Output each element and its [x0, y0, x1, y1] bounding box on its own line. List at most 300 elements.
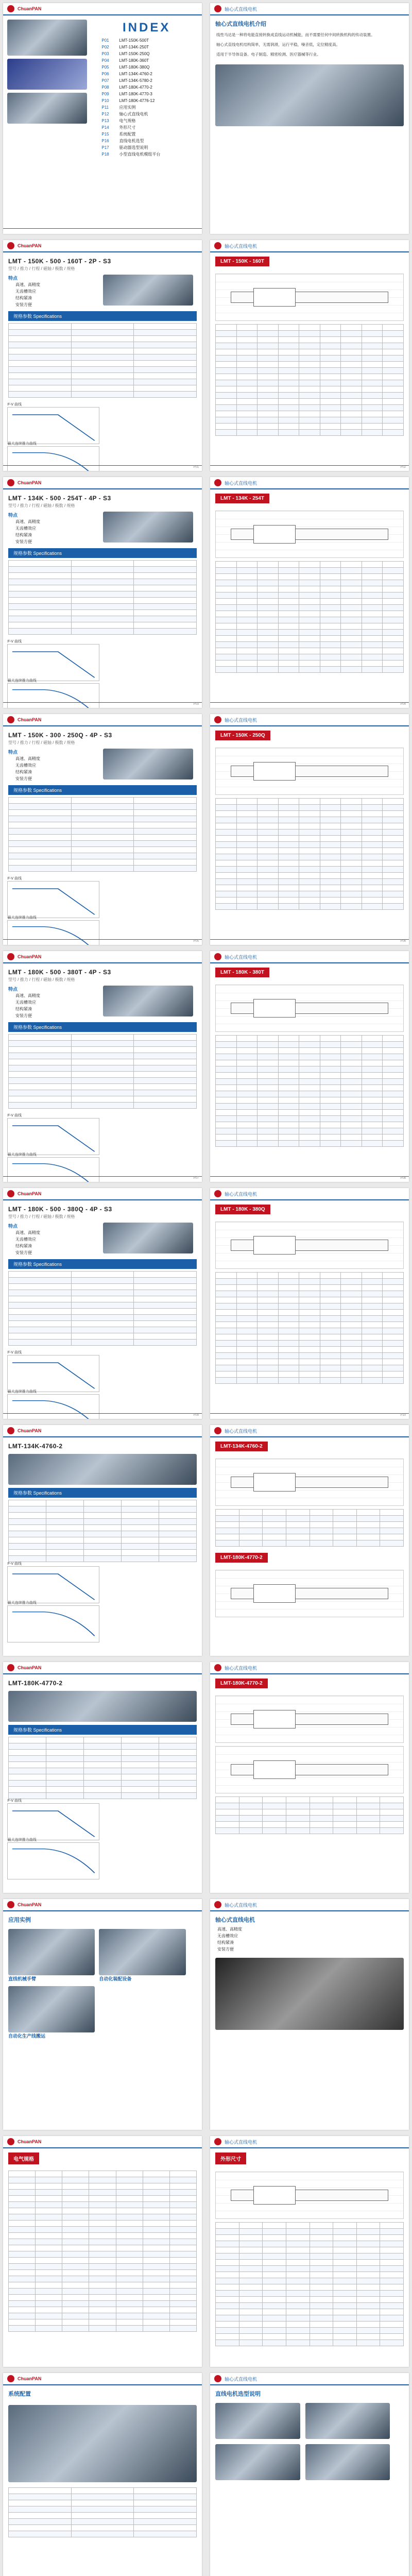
table-cell: [380, 2235, 404, 2241]
table-cell: [258, 860, 279, 867]
table-row: [9, 798, 197, 804]
table-row: [9, 2270, 197, 2276]
table-cell: [263, 2229, 286, 2235]
table-row: [216, 1516, 404, 1522]
table-cell: [71, 2525, 134, 2531]
table-row: [9, 373, 197, 379]
table-cell: [362, 654, 383, 660]
table-cell: [239, 1540, 263, 1547]
table-cell: [134, 373, 197, 379]
index-entry: [101, 44, 192, 50]
table-cell: [341, 362, 362, 368]
index-page-number: P07: [101, 78, 109, 83]
table-cell: [299, 860, 320, 867]
table-row: [9, 1768, 197, 1774]
table-cell: [299, 405, 320, 411]
table-row: [216, 1371, 404, 1378]
feature-item: 高速、高精度: [15, 993, 40, 998]
feature-item: 结构紧凑: [15, 1007, 32, 1011]
table-cell: [36, 2289, 62, 2295]
table-cell: [71, 1321, 134, 1327]
table-row: [9, 2301, 197, 2307]
table-cell: [320, 1316, 341, 1322]
table-cell: [278, 417, 299, 423]
table-cell: [9, 1327, 72, 1333]
table-cell: [134, 361, 197, 367]
table-cell: [362, 1365, 383, 1371]
table-cell: [263, 1797, 286, 1803]
table-cell: [216, 2229, 239, 2235]
table-row: [216, 648, 404, 654]
table-cell: [71, 835, 134, 841]
product-photo: [8, 1454, 197, 1485]
table-cell: [122, 1544, 159, 1550]
table-row: [216, 1334, 404, 1341]
table-cell: [362, 829, 383, 836]
table-cell: [320, 854, 341, 860]
table-cell: [236, 325, 258, 331]
table-row: [9, 2190, 197, 2196]
table-cell: [299, 574, 320, 580]
table-row: [216, 1303, 404, 1310]
chart-curve: [12, 1126, 95, 1151]
page-tagline: 轴心式直线电机: [225, 6, 258, 12]
table-cell: [36, 2258, 62, 2264]
table-cell: [278, 811, 299, 817]
table-cell: [134, 1315, 197, 1321]
table-row: [9, 2513, 197, 2519]
table-cell: [216, 1285, 237, 1291]
table-cell: [333, 2266, 357, 2272]
table-cell: [134, 392, 197, 398]
table-cell: [71, 2494, 134, 2500]
model-list: LMT-134K-4760-2: [8, 1443, 63, 1450]
brand-name: ChuanPAN: [18, 954, 42, 959]
table-row: [9, 804, 197, 810]
table-cell: [299, 642, 320, 648]
table-cell: [310, 2340, 333, 2346]
table-row: [216, 1822, 404, 1828]
table-row: [9, 1756, 197, 1762]
table-cell: [216, 349, 237, 355]
table-cell: [333, 1803, 357, 1809]
table-cell: [278, 393, 299, 399]
table-cell: [383, 867, 404, 873]
table-cell: [236, 331, 258, 337]
table-cell: [46, 1556, 84, 1562]
table-cell: [341, 829, 362, 836]
table-row: [216, 1273, 404, 1279]
table-cell: [278, 1328, 299, 1334]
table-cell: [236, 1371, 258, 1378]
table-cell: [71, 853, 134, 859]
table-cell: [383, 636, 404, 642]
table-cell: [134, 591, 197, 598]
table-cell: [380, 2309, 404, 2315]
table-cell: [84, 1768, 122, 1774]
table-cell: [310, 1540, 333, 1547]
table-row: [9, 2519, 197, 2525]
table-cell: [116, 2233, 143, 2239]
index-page-number: P09: [101, 92, 109, 96]
table-cell: [310, 2223, 333, 2229]
table-row: [216, 374, 404, 380]
table-cell: [383, 1303, 404, 1310]
table-row: [9, 2183, 197, 2190]
table-row: [9, 2319, 197, 2326]
table-cell: [356, 2278, 380, 2284]
table-cell: [310, 1516, 333, 1522]
table-cell: [310, 1828, 333, 1834]
table-cell: [89, 2171, 116, 2177]
table-cell: [286, 2291, 310, 2297]
table-cell: [320, 891, 341, 897]
table-cell: [263, 2291, 286, 2297]
table-cell: [71, 1047, 134, 1053]
table-cell: [383, 885, 404, 891]
table-cell: [278, 1079, 299, 1085]
table-cell: [258, 1353, 279, 1359]
table-cell: [380, 1828, 404, 1834]
table-cell: [383, 1054, 404, 1060]
table-cell: [9, 2171, 36, 2177]
table-cell: [333, 2241, 357, 2247]
multi-model-page: [3, 1425, 202, 1656]
table-cell: [9, 866, 72, 872]
table-row: [216, 1285, 404, 1291]
table-cell: [62, 2301, 89, 2307]
table-cell: [299, 337, 320, 343]
table-cell: [278, 817, 299, 823]
table-cell: [383, 599, 404, 605]
brand-logo-icon: [7, 242, 14, 249]
table-cell: [278, 380, 299, 386]
spread-1: [0, 0, 412, 237]
table-cell: [84, 1737, 122, 1743]
table-cell: [299, 1347, 320, 1353]
table-row: [9, 859, 197, 866]
table-cell: [89, 2245, 116, 2251]
intro-page: [210, 3, 409, 234]
model-banner: LMT - 150K - 250Q: [215, 731, 270, 740]
table-cell: [9, 1550, 46, 1556]
table-cell: [216, 1054, 237, 1060]
table-cell: [236, 1048, 258, 1054]
table-cell: [71, 859, 134, 866]
table-cell: [356, 2260, 380, 2266]
table-cell: [258, 873, 279, 879]
table-cell: [236, 1097, 258, 1104]
table-cell: [239, 1522, 263, 1528]
feature-list: [8, 281, 99, 308]
table-cell: [299, 842, 320, 848]
table-cell: [236, 630, 258, 636]
table-row: [9, 810, 197, 816]
table-cell: [122, 1537, 159, 1544]
table-cell: [383, 611, 404, 617]
table-cell: [169, 2171, 196, 2177]
chart-curve: [12, 415, 95, 440]
table-cell: [258, 654, 279, 660]
table-cell: [216, 2272, 239, 2278]
table-cell: [116, 2313, 143, 2319]
table-cell: [71, 1340, 134, 1346]
table-cell: [239, 1803, 263, 1809]
table-cell: [333, 2253, 357, 2260]
table-cell: [362, 1036, 383, 1042]
table-cell: [286, 1516, 310, 1522]
table-cell: [286, 1528, 310, 1534]
table-cell: [216, 1141, 237, 1147]
table-cell: [320, 343, 341, 349]
table-cell: [356, 2247, 380, 2253]
table-cell: [236, 1128, 258, 1134]
table-cell: [216, 368, 237, 374]
table-row: [9, 1556, 197, 1562]
table-cell: [320, 811, 341, 817]
table-cell: [383, 405, 404, 411]
table-cell: [89, 2183, 116, 2190]
chart-plot: [8, 1567, 99, 1603]
table-cell: [362, 860, 383, 867]
table-cell: [299, 393, 320, 399]
table-cell: [84, 1756, 122, 1762]
table-cell: [134, 1290, 197, 1296]
table-cell: [278, 1378, 299, 1384]
model-banner: LMT - 150K - 160T: [215, 257, 269, 266]
table-cell: [383, 654, 404, 660]
table-cell: [159, 1743, 197, 1750]
table-cell: [341, 405, 362, 411]
table-row: [9, 1103, 197, 1109]
table-row: [9, 816, 197, 822]
table-cell: [263, 1828, 286, 1834]
table-cell: [356, 2321, 380, 2328]
table-cell: [236, 848, 258, 854]
table-cell: [239, 2309, 263, 2315]
table-cell: [239, 2235, 263, 2241]
table-row: [216, 1809, 404, 1816]
table-cell: [236, 1042, 258, 1048]
table-row: [216, 1510, 404, 1516]
table-cell: [320, 1079, 341, 1085]
table-cell: [143, 2289, 169, 2295]
table-cell: [134, 598, 197, 604]
table-cell: [134, 330, 197, 336]
table-cell: [333, 2247, 357, 2253]
table-cell: [310, 2334, 333, 2340]
table-cell: [236, 386, 258, 393]
fv-chart: [7, 1562, 100, 1603]
table-cell: [36, 2177, 62, 2183]
table-row: [9, 1053, 197, 1059]
table-row: [9, 385, 197, 392]
table-cell: [116, 2196, 143, 2202]
table-cell: [169, 2270, 196, 2276]
table-cell: [383, 1353, 404, 1359]
index-page-number: P15: [101, 132, 109, 137]
table-cell: [286, 2278, 310, 2284]
table-cell: [341, 1378, 362, 1384]
table-cell: [278, 325, 299, 331]
table-cell: [310, 2247, 333, 2253]
table-cell: [36, 2251, 62, 2258]
intro-title: 轴心式直线电机介绍: [215, 21, 266, 27]
table-row: [9, 1278, 197, 1284]
table-cell: [9, 385, 72, 392]
index-title: INDEX: [123, 21, 171, 35]
table-cell: [341, 562, 362, 568]
table-cell: [216, 2284, 239, 2291]
table-cell: [216, 1522, 239, 1528]
intro-para: 线性马达是一种将电能直接转换成直线运动机械能，而不需要任何中间转换机构的传动装置。: [216, 32, 375, 37]
table-cell: [71, 354, 134, 361]
chart-caption: 最大连续推力曲线: [7, 1153, 37, 1157]
table-cell: [236, 611, 258, 617]
table-row: [216, 380, 404, 386]
table-cell: [216, 393, 237, 399]
table-cell: [9, 2251, 36, 2258]
product-photo: [7, 59, 87, 90]
table-cell: [134, 798, 197, 804]
table-cell: [216, 2247, 239, 2253]
table-cell: [258, 592, 279, 599]
table-cell: [383, 592, 404, 599]
table-cell: [299, 799, 320, 805]
table-cell: [46, 1544, 84, 1550]
table-cell: [239, 1797, 263, 1803]
brand-logo-icon: [214, 5, 221, 12]
table-cell: [341, 1036, 362, 1042]
table-cell: [9, 2500, 72, 2506]
spec-table: [8, 323, 197, 398]
table-cell: [383, 648, 404, 654]
table-row: [9, 2251, 197, 2258]
table-cell: [36, 2221, 62, 2227]
table-row: [9, 1750, 197, 1756]
table-cell: [9, 1272, 72, 1278]
table-cell: [278, 1060, 299, 1066]
table-cell: [89, 2233, 116, 2239]
table-cell: [320, 1042, 341, 1048]
table-row: [216, 349, 404, 355]
table-cell: [216, 1809, 239, 1816]
table-cell: [134, 1096, 197, 1103]
table-row: [9, 2506, 197, 2513]
table-cell: [239, 1510, 263, 1516]
table-cell: [263, 2278, 286, 2284]
spec-band: 规格参数 Specifications: [8, 1022, 197, 1032]
table-cell: [216, 1328, 237, 1334]
table-cell: [258, 805, 279, 811]
table-cell: [236, 836, 258, 842]
table-cell: [320, 349, 341, 355]
table-cell: [383, 1110, 404, 1116]
table-cell: [159, 1737, 197, 1743]
table-cell: [380, 1822, 404, 1828]
application-label: 自动化装配设备: [99, 1976, 132, 1981]
table-row: [216, 1048, 404, 1054]
table-cell: [310, 2315, 333, 2321]
table-cell: [320, 654, 341, 660]
table-cell: [9, 1340, 72, 1346]
table-cell: [263, 2328, 286, 2334]
table-cell: [9, 591, 72, 598]
table-cell: [216, 617, 237, 623]
table-row: [216, 325, 404, 331]
table-cell: [341, 842, 362, 848]
page-footer: [3, 228, 202, 234]
table-cell: [362, 1066, 383, 1073]
component-photo: [305, 2444, 390, 2480]
table-cell: [116, 2171, 143, 2177]
spread-model: [0, 1185, 412, 1422]
table-cell: [320, 1128, 341, 1134]
index-page-number: P10: [101, 98, 109, 103]
table-row: [216, 1341, 404, 1347]
table-cell: [169, 2202, 196, 2208]
table-cell: [341, 1110, 362, 1116]
table-cell: [333, 2291, 357, 2297]
table-cell: [134, 853, 197, 859]
table-cell: [356, 2328, 380, 2334]
chart-caption: 最大连续推力曲线: [7, 679, 37, 683]
table-row: [9, 1072, 197, 1078]
table-cell: [9, 2319, 36, 2326]
table-cell: [258, 1285, 279, 1291]
table-cell: [278, 343, 299, 349]
table-cell: [380, 1803, 404, 1809]
table-cell: [310, 1797, 333, 1803]
table-cell: [320, 1066, 341, 1073]
table-cell: [134, 816, 197, 822]
table-cell: [216, 1273, 237, 1279]
table-cell: [383, 1328, 404, 1334]
table-cell: [362, 1048, 383, 1054]
table-cell: [9, 392, 72, 398]
table-cell: [71, 1096, 134, 1103]
feature-item: 无齿槽效应: [15, 526, 36, 531]
table-cell: [341, 617, 362, 623]
index-page-number: P01: [101, 38, 109, 43]
dimension-table: [215, 1035, 404, 1147]
table-cell: [143, 2307, 169, 2313]
table-cell: [258, 1359, 279, 1365]
table-cell: [341, 337, 362, 343]
table-cell: [341, 1279, 362, 1285]
table-cell: [320, 1054, 341, 1060]
table-cell: [341, 611, 362, 617]
table-cell: [236, 1353, 258, 1359]
table-row: [9, 1284, 197, 1290]
table-cell: [62, 2264, 89, 2270]
table-cell: [278, 897, 299, 904]
multi-model-drawings: [210, 1425, 409, 1656]
table-cell: [236, 1054, 258, 1060]
table-cell: [258, 817, 279, 823]
table-cell: [383, 1073, 404, 1079]
product-photo: [7, 93, 87, 124]
table-cell: [286, 1510, 310, 1516]
table-cell: [341, 848, 362, 854]
table-row: [9, 1340, 197, 1346]
table-cell: [320, 885, 341, 891]
table-cell: [299, 1036, 320, 1042]
page-tagline: 轴心式直线电机: [225, 1191, 258, 1197]
table-cell: [341, 904, 362, 910]
table-cell: [143, 2208, 169, 2214]
brand-logo-icon: [7, 953, 14, 960]
